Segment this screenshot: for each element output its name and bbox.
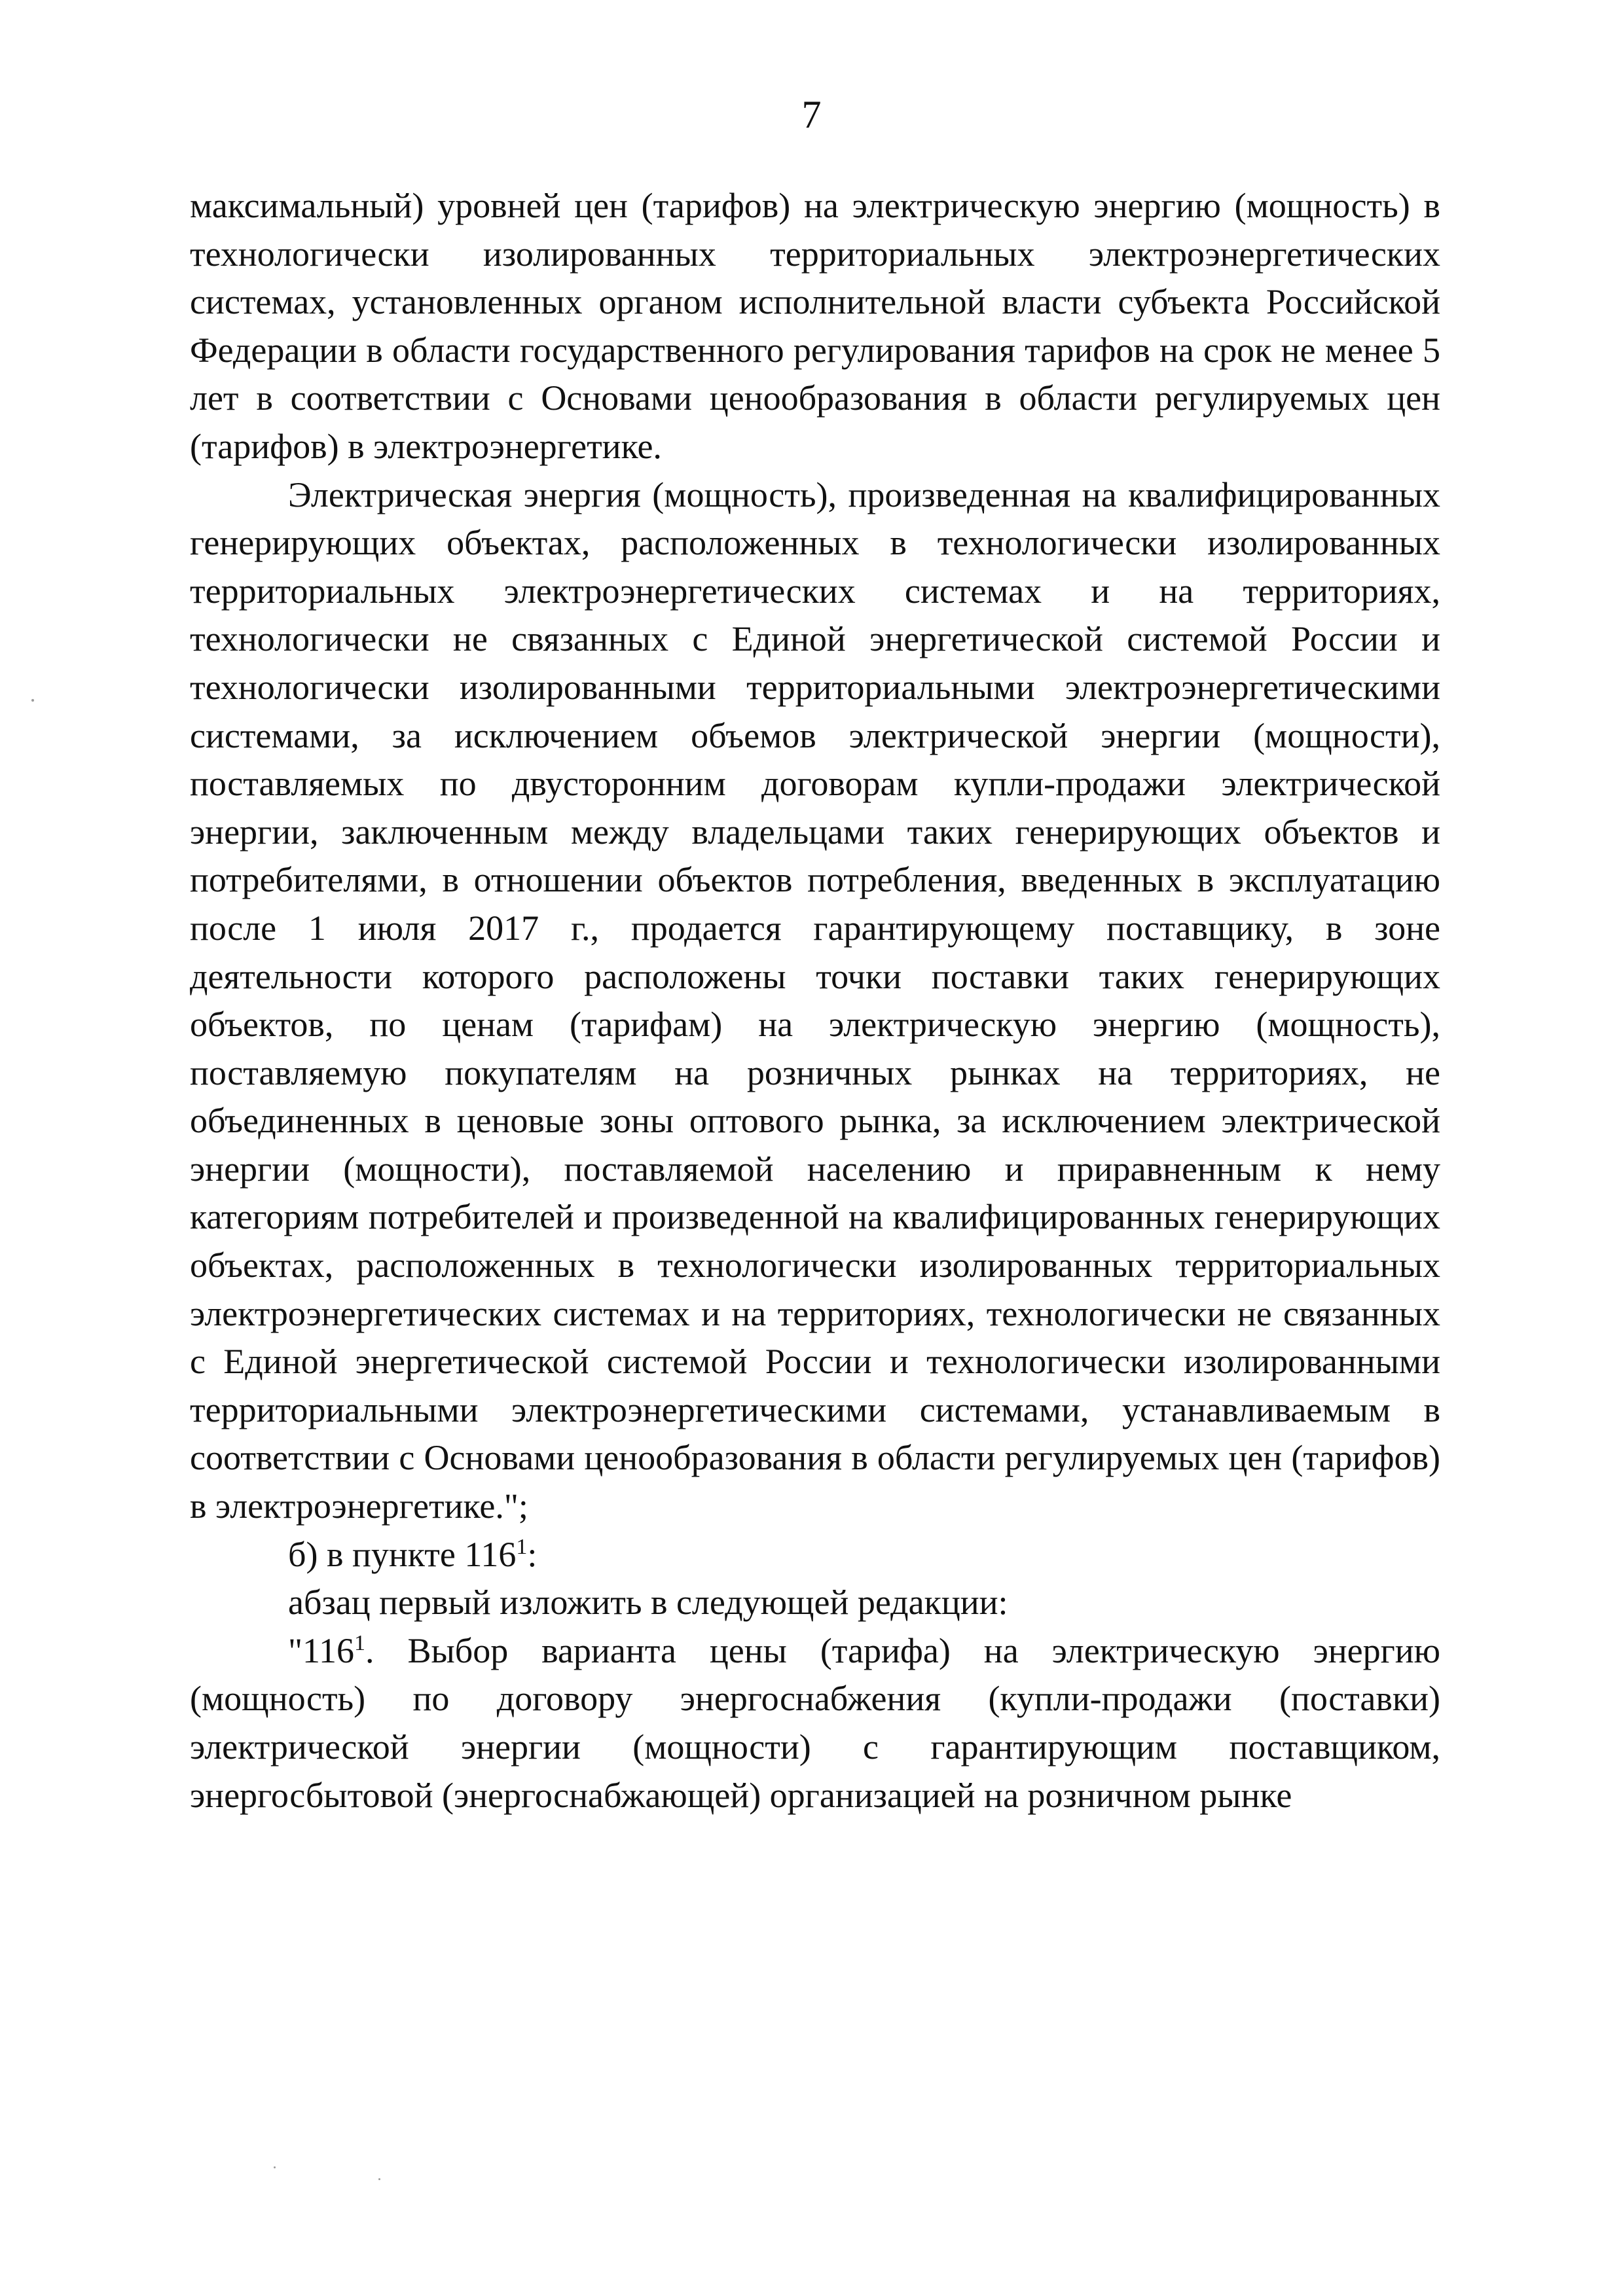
paragraph-first-abzac: абзац первый изложить в следующей редакции: bbox=[288, 1583, 1008, 1623]
page-number: 7 bbox=[801, 93, 822, 136]
scan-speck bbox=[31, 699, 34, 702]
subitem-b-prefix: б) в пункте 116 bbox=[288, 1534, 517, 1574]
document-body bbox=[190, 182, 1440, 1820]
subitem-b-superscript: 1 bbox=[516, 1534, 528, 1559]
point-116-text: . Выбор варианта цены (тарифа) на электрическую энергию (мощность) по договору энергоснабжения (купли-продажи (поставки) электрической энергии (мощности) с гарантирующим поставщиком, энергосбытовой (энергоснабжающей) организацией на розничном рынке bbox=[190, 1630, 1440, 1815]
paragraph-electric-energy: Электрическая энергия (мощность), произведенная на квалифицированных генерирующих объектах, расположенных в технологически изолированных территориальных электроэнергетических системах и на территориях, технологически не связанных с Единой энергетической системой России и технологически изолированными территориальными электроэнергетическими системами, за исключением объемов электрической энергии (мощности), поставляемых по двусторонним договорам купли-продажи электрической энергии, заключенным между владельцами таких генерирующих объектов и потребителями, в отношении объектов потребления, введенных в эксплуатацию после 1 июля 2017 г., продается гарантирующему поставщику, в зоне деятельности которого расположены точки поставки таких генерирующих объектов, по ценам (тарифам) на электрическую энергию (мощность), поставляемую покупателям на розничных рынках на территориях, не объединенных в ценовые зоны оптового рынка, за исключением электрической энергии (мощности), поставляемой населению и приравненным к нему категориям потребителей и произведенной на квалифицированных генерирующих объектах, расположенных в технологически изолированных территориальных электроэнергетических системах и на территориях, технологически не связанных с Единой энергетической системой России и технологически изолированными территориальными электроэнергетическими системами, устанавливаемым в соответствии с Основами ценообразования в области регулируемых цен (тарифов) в электроэнергетике."; bbox=[190, 475, 1440, 1526]
scan-speck bbox=[378, 2178, 380, 2180]
scan-speck bbox=[274, 2166, 276, 2168]
subitem-b-suffix: : bbox=[527, 1534, 538, 1574]
point-116-superscript: 1 bbox=[354, 1630, 366, 1655]
paragraph-subitem-b bbox=[190, 1531, 1440, 1579]
paragraph-continuation: максимальный) уровней цен (тарифов) на электрическую энергию (мощность) в технологически изолированных территориальных электроэнергетических системах, установленных органом исполнительной власти субъекта Российской Федерации в области государственного регулирования тарифов на срок не менее 5 лет в соответствии с Основами ценообразования в области регулируемых цен (тарифов) в электроэнергетике. bbox=[190, 186, 1440, 466]
paragraph-116-1 bbox=[190, 1627, 1440, 1820]
point-116-prefix: "116 bbox=[288, 1630, 355, 1670]
